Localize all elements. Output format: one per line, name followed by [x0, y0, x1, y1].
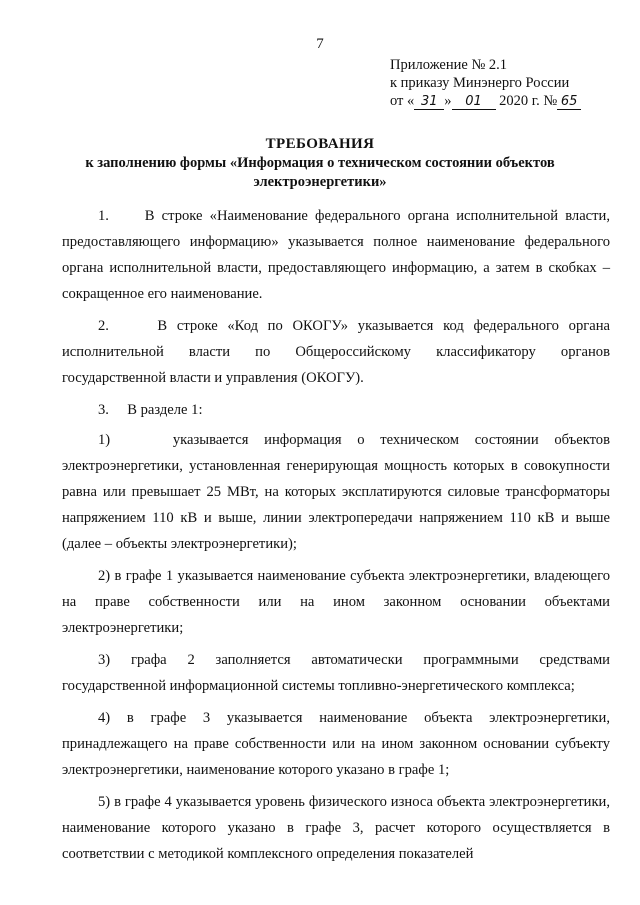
- date-prefix: от «: [390, 93, 415, 109]
- paragraph: 5) в графе 4 указывается уровень физического износа объекта электроэнергетики, наименование которого указано в графе 3, расчет которого осуществляется в соответствии с методикой комплексного определения показателей: [62, 794, 610, 862]
- document-body: [62, 203, 610, 873]
- year-text: 2020 г. №: [499, 93, 558, 109]
- paragraph: 2) в графе 1 указывается наименование субъекта электроэнергетики, владеющего на праве собственности или на ином законном основании объектами электроэнергетики;: [62, 568, 610, 636]
- appendix-order-ref: к приказу Минэнерго России: [390, 75, 570, 91]
- handwritten-month: 01: [452, 95, 496, 110]
- appendix-block: [390, 56, 581, 110]
- page-number: 7: [316, 36, 324, 52]
- handwritten-day: 31: [414, 95, 444, 110]
- paragraph: 4) в графе 3 указывается наименование объекта электроэнергетики, принадлежащего на праве собственности или на ином законном основании субъекту электроэнергетики, наименование которого указано в графе 1;: [62, 710, 610, 778]
- appendix-title: Приложение № 2.1: [390, 57, 508, 73]
- paragraph: 1) указывается информация о техническом состоянии объектов электроэнергетики, установленная генерирующая мощность которых в совокупности равна или превышает 25 МВт, на которых эксплатируются силовые трансформаторы напряжением 110 кВ и выше, линии электропередачи напряжением 110 кВ и выше (далее – объекты электроэнергетики);: [62, 432, 610, 552]
- appendix-date-line: [390, 92, 581, 110]
- paragraph: 3) графа 2 заполняется автоматически программными средствами государственной информационной системы топливно-энергетического комплекса;: [62, 652, 610, 694]
- paragraph: 3. В разделе 1:: [98, 402, 203, 418]
- paragraph: 2. В строке «Код по ОКОГУ» указывается код федерального органа исполнительной власти по Общероссийскому классификатору органов государственной власти и управления (ОКОГУ).: [62, 318, 610, 386]
- handwritten-order-number: 65: [557, 95, 581, 110]
- document-subtitle: к заполнению формы «Информация о техническом состоянии объектов электроэнергетики»: [85, 155, 555, 190]
- document-title: ТРЕБОВАНИЯ: [265, 136, 375, 152]
- paragraph: 1. В строке «Наименование федерального органа исполнительной власти, предоставляющего информацию» указывается полное наименование федерального органа исполнительной власти, предоставляющего информацию, а затем в скобках – сокращенное его наименование.: [62, 208, 610, 302]
- date-mid: »: [444, 93, 452, 109]
